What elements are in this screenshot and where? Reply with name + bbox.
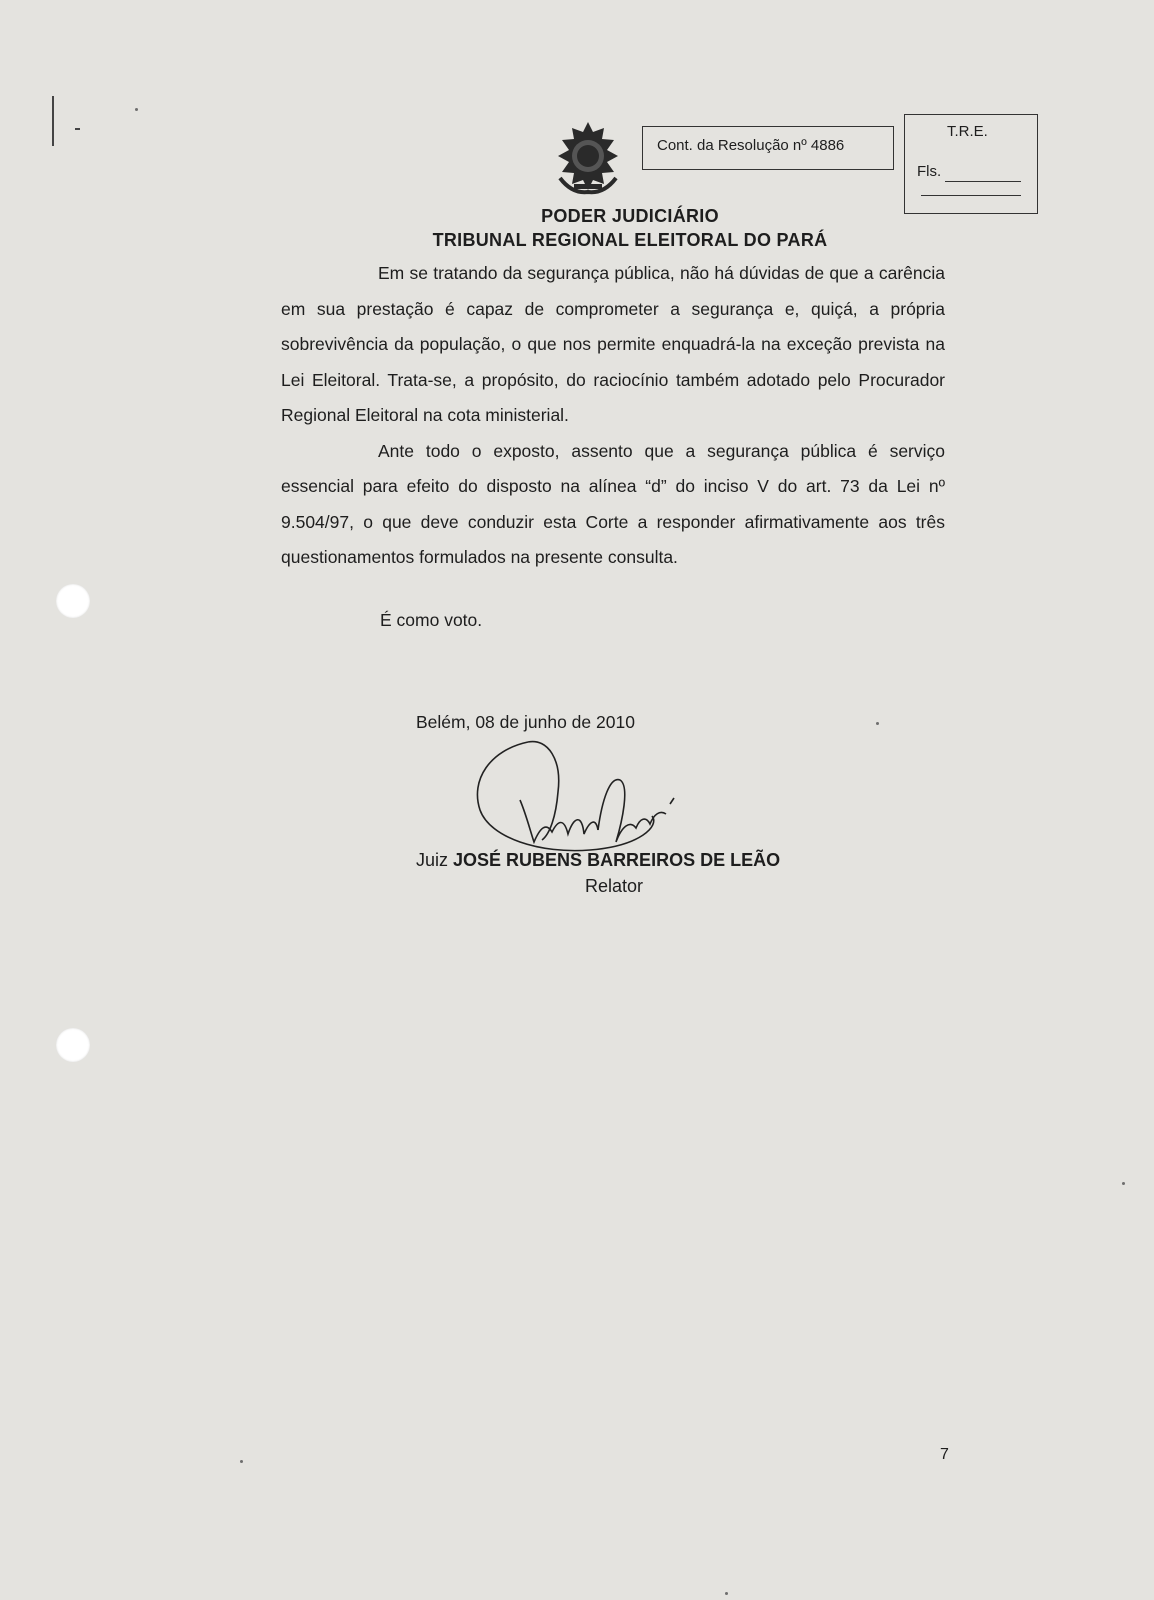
judge-name xyxy=(416,850,780,871)
judge-full-name: JOSÉ RUBENS BARREIROS DE LEÃO xyxy=(453,850,781,870)
tre-title: T.R.E. xyxy=(947,123,988,140)
body-text xyxy=(281,256,945,576)
coat-of-arms-icon xyxy=(552,120,624,196)
closing-statement: É como voto. xyxy=(380,610,483,630)
paragraph-1: Em se tratando da segurança pública, não há dúvidas de que a carência em sua prestação é capaz de comprometer a segurança e, quiçá, a própria sobrevivência da população, o que nos permite enquadrá-la na exceção prevista na Lei Eleitoral. Trata-se, a propósito, do raciocínio também adotado pelo Procurador Regional Eleitoral na cota ministerial. xyxy=(281,263,945,425)
fls-label: Fls. xyxy=(917,163,942,180)
signature xyxy=(470,730,710,870)
paper-speck xyxy=(876,722,879,725)
page-number: 7 xyxy=(940,1446,949,1463)
judge-role: Relator xyxy=(585,876,644,896)
institution-line-1: PODER JUDICIÁRIO xyxy=(541,206,719,226)
punch-hole xyxy=(56,584,90,618)
fls-underline xyxy=(921,195,1021,196)
paper-speck xyxy=(135,108,138,111)
resolution-box xyxy=(642,126,894,170)
paper-speck xyxy=(240,1460,243,1463)
resolution-text: Cont. da Resolução nº 4886 xyxy=(657,137,845,154)
place-date: Belém, 08 de junho de 2010 xyxy=(416,712,635,732)
tre-stamp-box xyxy=(904,114,1038,214)
punch-hole xyxy=(56,1028,90,1062)
paper-speck xyxy=(725,1592,728,1595)
judge-prefix: Juiz xyxy=(416,850,449,870)
fls-line xyxy=(945,181,1021,182)
margin-mark xyxy=(52,96,54,146)
margin-tick xyxy=(75,128,80,130)
paper-speck xyxy=(1122,1182,1125,1185)
paragraph-2: Ante todo o exposto, assento que a segurança pública é serviço essencial para efeito do disposto na alínea “d” do inciso V do art. 73 da Lei nº 9.504/97, o que deve conduzir esta Corte a responder afirmativamente aos três questionamentos formulados na presente consulta. xyxy=(281,440,945,567)
institution-line-2: TRIBUNAL REGIONAL ELEITORAL DO PARÁ xyxy=(432,230,828,250)
